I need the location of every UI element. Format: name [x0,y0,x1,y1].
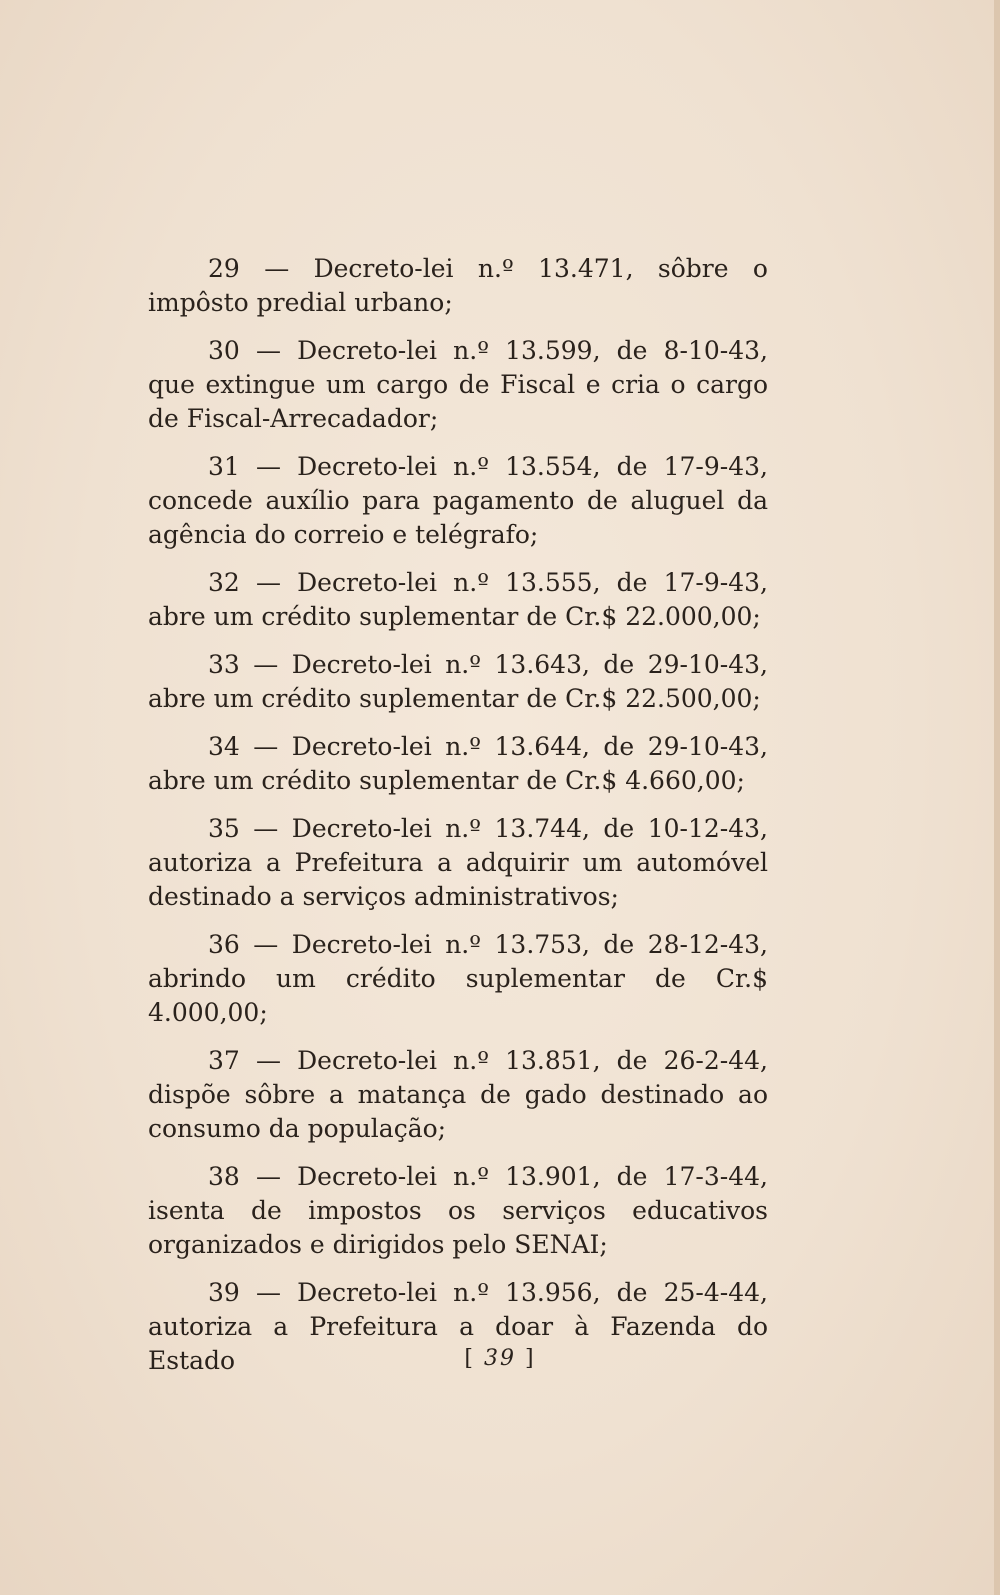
page-number-open-bracket: [ [464,1346,484,1371]
decree-entry-34: 34 — Decreto-lei n.º 13.644, de 29-10-43, abre um crédito suplementar de Cr.$ 4.660,00; [148,732,768,795]
decree-entry-29: 29 — Decreto-lei n.º 13.471, sôbre o impôsto predial urbano; [148,254,768,317]
decree-entry-38: 38 — Decreto-lei n.º 13.901, de 17-3-44, isenta de impostos os serviços educativos organizados e dirigidos pelo SENAI; [148,1162,768,1259]
page-number-value: 39 [484,1346,516,1371]
decree-entry-32: 32 — Decreto-lei n.º 13.555, de 17-9-43, abre um crédito suplementar de Cr.$ 22.000,00; [148,568,768,631]
decree-entry-33: 33 — Decreto-lei n.º 13.643, de 29-10-43, abre um crédito suplementar de Cr.$ 22.500,00; [148,650,768,713]
decree-list [148,252,768,1392]
page-number [0,1346,1000,1371]
decree-entry-39: 39 — Decreto-lei n.º 13.956, de 25-4-44, autoriza a Prefeitura a doar à Fazenda do Estado [148,1278,768,1375]
decree-entry-35: 35 — Decreto-lei n.º 13.744, de 10-12-43, autoriza a Prefeitura a adquirir um automóvel destinado a serviços administrativos; [148,814,768,911]
decree-entry-31: 31 — Decreto-lei n.º 13.554, de 17-9-43, concede auxílio para pagamento de aluguel da agência do correio e telégrafo; [148,452,768,549]
page-number-close-bracket: ] [516,1346,536,1371]
decree-entry-36: 36 — Decreto-lei n.º 13.753, de 28-12-43, abrindo um crédito suplementar de Cr.$ 4.000,00; [148,930,768,1027]
decree-entry-37: 37 — Decreto-lei n.º 13.851, de 26-2-44, dispõe sôbre a matança de gado destinado ao consumo da população; [148,1046,768,1143]
decree-entry-30: 30 — Decreto-lei n.º 13.599, de 8-10-43, que extingue um cargo de Fiscal e cria o cargo de Fiscal-Arrecadador; [148,336,768,433]
